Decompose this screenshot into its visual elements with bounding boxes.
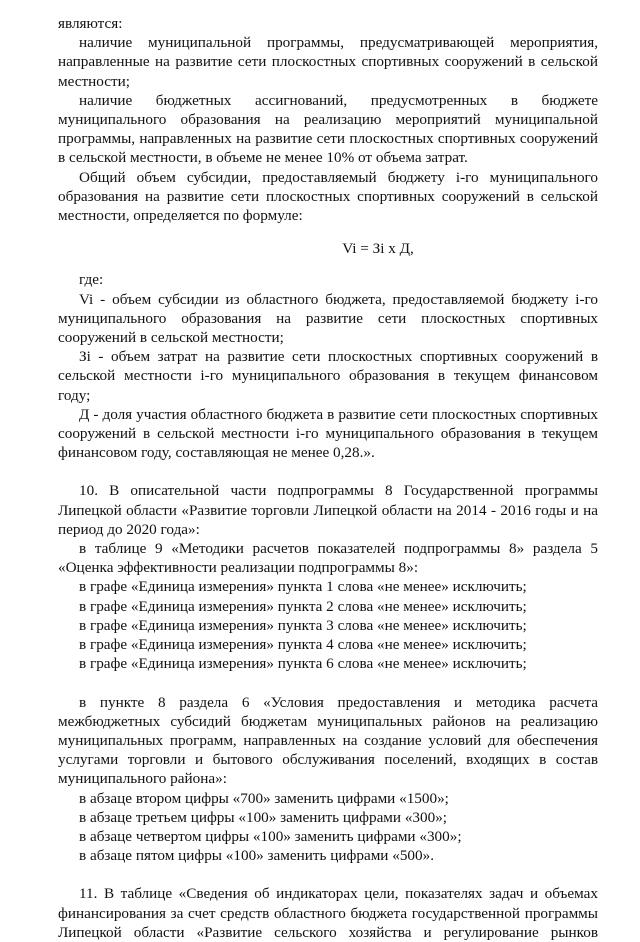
paragraph: являются: xyxy=(58,15,123,32)
paragraph: 10. В описательной части подпрограммы 8 Государственной программы Липецкой области «Развитие торговли Липецкой области на 2014 - 2016 годы и на период до 2020 года»: xyxy=(58,482,598,538)
paragraph: Vi - объем субсидии из областного бюджета, предоставляемой бюджету i-го муниципального образования на развитие сети плоскостных спортивных сооружений в сельской местности; xyxy=(58,290,598,347)
paragraph: наличие бюджетных ассигнований, предусмотренных в бюджете муниципального образования на реализацию мероприятий муниципальной программы, направленных на развитие сети плоскостных спортивных сооружений в сельской местности, в объеме не менее 10% от объема затрат. xyxy=(58,91,598,167)
list-item: в абзаце третьем цифры «100» заменить цифрами «300»; xyxy=(79,808,448,826)
list-item: в графе «Единица измерения» пункта 3 слова «не менее» исключить; xyxy=(79,616,527,634)
document-page xyxy=(58,14,598,942)
formula: Vi = Зi х Д, xyxy=(342,240,414,258)
paragraph: в пункте 8 раздела 6 «Условия предоставления и методика расчета межбюджетных субсидий бюджетам муниципальных районов на реализацию муниципальных программ, направленных на создание условий для обеспечения услугами торговли и бытового обслуживания поселений, входящих в состав муниципального района»: xyxy=(58,693,598,788)
list-item: в графе «Единица измерения» пункта 1 слова «не менее» исключить; xyxy=(79,578,527,596)
paragraph: Общий объем субсидии, предоставляемый бюджету i-го муниципального образования на развитие сети плоскостных спортивных сооружений в сельской местности, определяется по формуле: xyxy=(58,168,598,225)
paragraph: в таблице 9 «Методики расчетов показателей подпрограммы 8» раздела 5 «Оценка эффективности реализации подпрограммы 8»: xyxy=(58,540,598,577)
list-item: в графе «Единица измерения» пункта 6 слова «не менее» исключить; xyxy=(79,655,527,673)
paragraph: где: xyxy=(79,271,104,289)
list-item: в графе «Единица измерения» пункта 4 слова «не менее» исключить; xyxy=(79,636,527,654)
list-item: в абзаце пятом цифры «100» заменить цифрами «500». xyxy=(79,847,434,865)
paragraph: наличие муниципальной программы, предусматривающей мероприятия, направленные на развитие сети плоскостных спортивных сооружений в сельской местности; xyxy=(58,34,598,90)
list-item: в графе «Единица измерения» пункта 2 слова «не менее» исключить; xyxy=(79,597,527,615)
paragraph: 11. В таблице «Сведения об индикаторах цели, показателях задач и объемах финансирования за счет средств областного бюджета государственной программы Липецкой области «Развитие сельского хозяйства и регулирование рынков xyxy=(58,885,598,941)
paragraph: Зi - объем затрат на развитие сети плоскостных спортивных сооружений в сельской местности i-го муниципального образования в текущем финансовом году; xyxy=(58,348,598,404)
spacer xyxy=(58,462,598,481)
spacer xyxy=(58,674,598,693)
list-item: в абзаце четвертом цифры «100» заменить цифрами «300»; xyxy=(79,827,462,845)
spacer xyxy=(58,865,598,884)
paragraph: Д - доля участия областного бюджета в развитие сети плоскостных спортивных сооружений в сельской местности i-го муниципального образования в текущем финансовом году, составляющая не менее 0,28.». xyxy=(58,405,598,462)
list-item: в абзаце втором цифры «700» заменить цифрами «1500»; xyxy=(79,789,449,807)
